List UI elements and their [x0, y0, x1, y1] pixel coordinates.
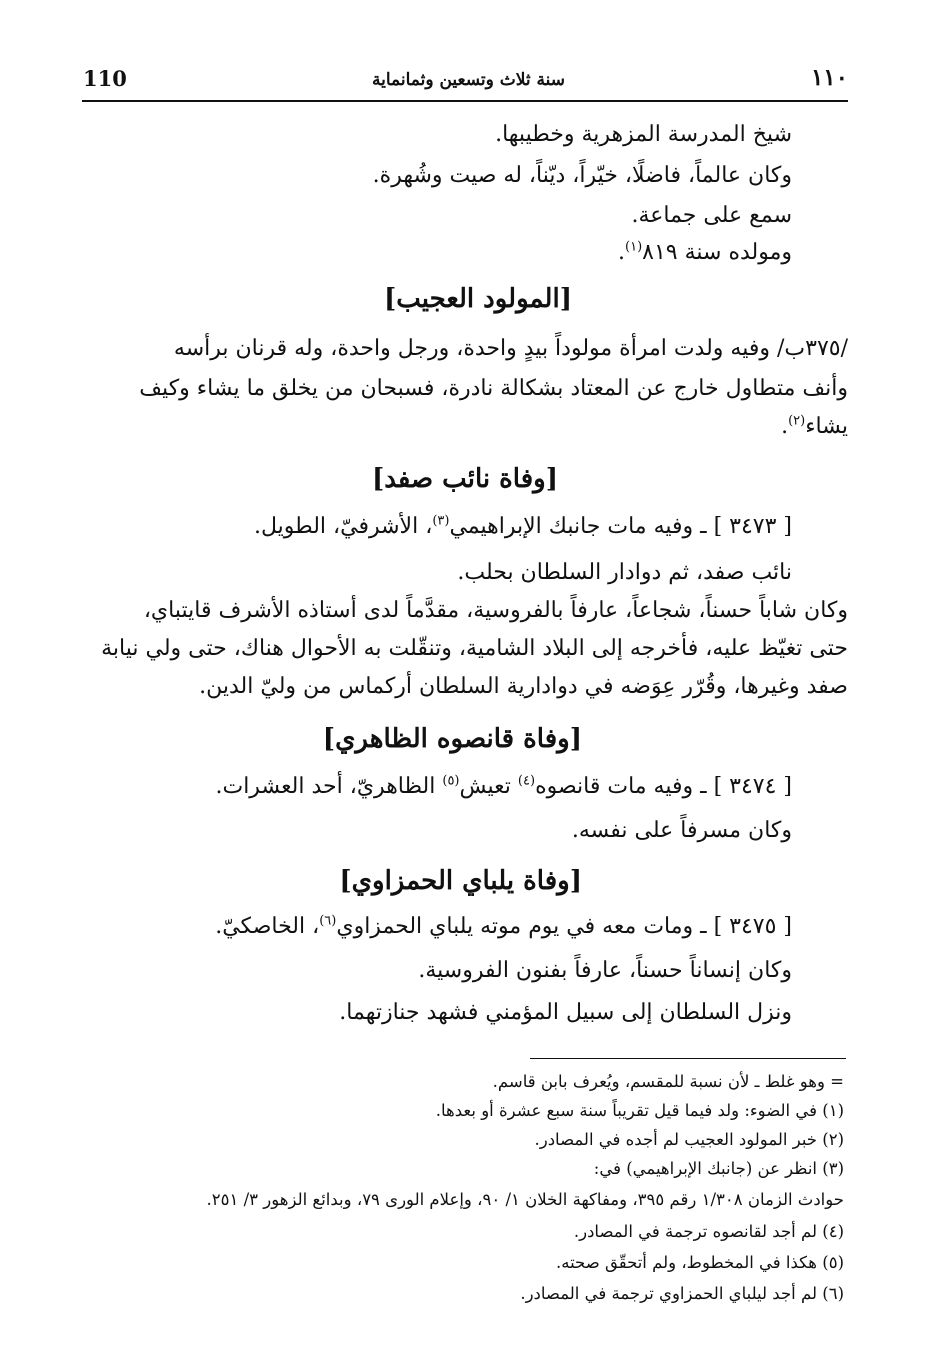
section1-line-2: وأنف متطاول خارج عن المعتاد بشكالة نادرة، فسبحان من يخلق ما يشاء وكيف — [139, 376, 848, 401]
intro-line-4-end: . — [618, 240, 625, 265]
footnote-5: (٥) هكذا في المخطوط، ولم أتحقّق صحته. — [555, 1253, 844, 1272]
section4-line-3: ونزل السلطان إلى سبيل المؤمني فشهد جنازتهما. — [339, 1000, 792, 1025]
footnote-4: (٤) لم أجد لقانصوه ترجمة في المصادر. — [573, 1222, 844, 1241]
footnote-1: (١) في الضوء: ولد فيما قيل تقريباً سنة سبع عشرة أو بعدها. — [435, 1101, 844, 1120]
footnote-ref-6: (٦) — [319, 913, 337, 929]
section2-line-5: صفد وغيرها، وقُرّر عِوَضه في دوادارية السلطان أركماس من وليّ الدين. — [199, 674, 848, 699]
section-heading-yalbay: [وفاة يلباي الحمزاوي] — [339, 866, 582, 896]
footnote-ref-5: (٥) — [442, 773, 460, 789]
intro-line-4-text: ومولده سنة ٨١٩ — [642, 240, 792, 265]
entry-3474 — [215, 774, 792, 799]
footnote-separator — [530, 1058, 846, 1059]
footnote-6: (٦) لم أجد ليلباي الحمزاوي ترجمة في المصادر. — [520, 1284, 844, 1303]
footnote-3-sources: حوادث الزمان ١/٣٠٨ رقم ٣٩٥، ومفاكهة الخلان ١/ ٩٠، وإعلام الورى ٧٩، وبدائع الزهور ٣/ ٢٥١. — [206, 1190, 844, 1209]
page-number-latin: 110 — [83, 66, 127, 91]
footnote-2: (٢) خبر المولود العجيب لم أجده في المصادر. — [534, 1130, 844, 1149]
section-heading-safad-deputy: [وفاة نائب صفد] — [371, 464, 558, 494]
intro-line-1: شيخ المدرسة المزهرية وخطيبها. — [495, 122, 792, 147]
section2-line-3: وكان شاباً حسناً، شجاعاً، عارفاً بالفروسية، مقدَّماً لدى أستاذه الأشرف قايتباي، — [143, 598, 848, 623]
page-number-arabic: ١١٠ — [810, 64, 848, 91]
section1-line-1: /٣٧٥ب/ وفيه ولدت امرأة مولوداً بيدٍ واحدة، ورجل واحدة، وله قرنان برأسه — [173, 336, 848, 361]
footnote-ref-2: (٢) — [788, 413, 806, 429]
footnote-ref-4: (٤) — [517, 773, 536, 789]
entry-3473-text: [ ٣٤٧٣ ] ـ وفيه مات جانبك الإبراهيمي — [449, 514, 792, 539]
entry-3475 — [215, 914, 792, 939]
footnote-ref-3: (٣) — [432, 513, 450, 529]
header-rule — [82, 100, 848, 102]
intro-line-4 — [618, 240, 792, 265]
running-title: سنة ثلاث وتسعين وثمانماية — [372, 70, 566, 90]
intro-line-2: وكان عالماً، فاضلًا، خيّراً، ديّناً، له صيت وشُهرة. — [372, 163, 792, 188]
section2-line-2: نائب صفد، ثم دوادار السلطان بحلب. — [457, 560, 792, 585]
entry-3473 — [254, 514, 792, 539]
footnote-ref-1: (١) — [625, 239, 643, 255]
section-heading-qansuh: [وفاة قانصوه الظاهري] — [322, 724, 582, 754]
entry-3473-tail: ، الأشرفيّ، الطويل. — [254, 514, 433, 539]
entry-3474-text: [ ٣٤٧٤ ] ـ وفيه مات قانصوه — [535, 774, 792, 799]
section2-line-4: حتى تغيّظ عليه، فأخرجه إلى البلاد الشامية، وتنقّلت به الأحوال هناك، حتى ولي نيابة — [101, 636, 848, 661]
entry-3474-tail: الظاهريّ، أحد العشرات. — [215, 774, 443, 799]
footnote-continuation: = وهو غلط ـ لأن نسبة للمقسم، ويُعرف بابن قاسم. — [492, 1072, 844, 1091]
footnote-3: (٣) انظر عن (جانبك الإبراهيمي) في: — [593, 1159, 844, 1178]
section3-line-2: وكان مسرفاً على نفسه. — [571, 818, 792, 843]
section4-line-2: وكان إنساناً حسناً، عارفاً بفنون الفروسية. — [418, 958, 792, 983]
section1-line-3 — [781, 414, 848, 439]
section1-line-3-text: يشاء — [805, 414, 848, 439]
section1-line-3-end: . — [781, 414, 789, 439]
entry-3474-mid: تعيش — [459, 774, 518, 799]
entry-3475-tail: ، الخاصكيّ. — [215, 914, 320, 939]
intro-line-3: سمع على جماعة. — [631, 203, 792, 228]
section-heading-strange-birth: [المولود العجيب] — [383, 284, 572, 314]
entry-3475-text: [ ٣٤٧٥ ] ـ ومات معه في يوم موته يلباي الحمزاوي — [336, 914, 792, 939]
